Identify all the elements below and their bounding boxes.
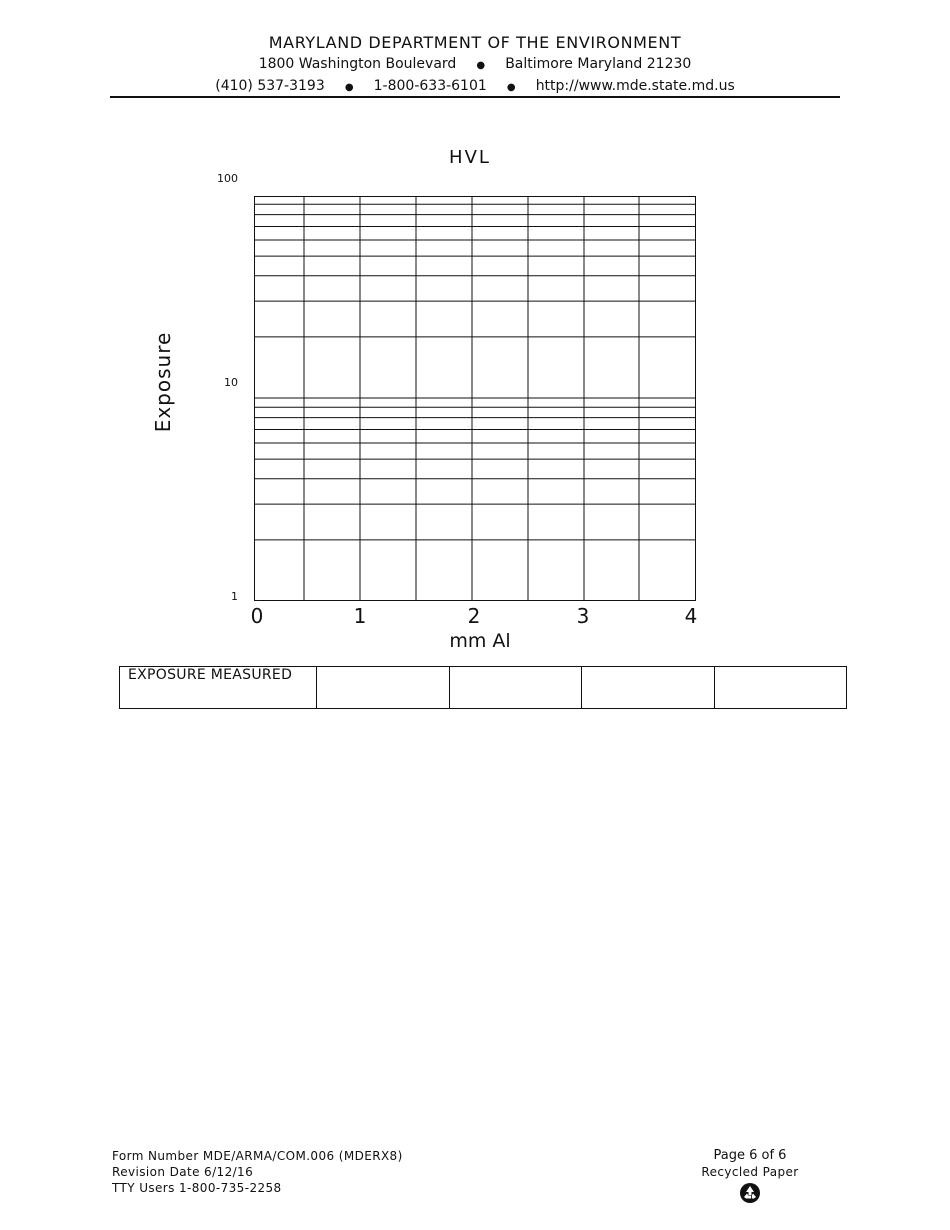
city-address: Baltimore Maryland 21230 (505, 56, 692, 72)
page-info (690, 1148, 810, 1204)
street-address: 1800 Washington Boulevard (258, 56, 457, 72)
measurement-cell[interactable] (449, 667, 582, 709)
form-number: Form Number MDE/ARMA/COM.006 (MDERX8) (112, 1149, 403, 1163)
x-tick-label: 1 (353, 604, 367, 628)
log-grid[interactable] (254, 196, 696, 601)
bullet-separator: ● (476, 60, 486, 71)
y-tick-label: 10 (224, 376, 238, 389)
x-tick-label: 2 (467, 604, 481, 628)
x-tick-label: 0 (250, 604, 264, 628)
tty-number: TTY Users 1-800-735-2258 (112, 1181, 282, 1195)
recycle-icon (739, 1182, 761, 1204)
letterhead (110, 32, 840, 98)
form-info (112, 1148, 403, 1196)
page-number: Page 6 of 6 (713, 1148, 787, 1163)
measurement-cell[interactable] (317, 667, 450, 709)
agency-name: MARYLAND DEPARTMENT OF THE ENVIRONMENT (268, 33, 682, 52)
measurement-cell[interactable] (714, 667, 847, 709)
x-axis-label: mm Al (449, 630, 511, 652)
contact-line (110, 76, 840, 98)
y-tick-label: 1 (231, 590, 238, 603)
x-tick-label: 3 (576, 604, 590, 628)
table-row (120, 667, 847, 709)
exposure-measured-label: EXPOSURE MEASURED (120, 667, 317, 709)
revision-date: Revision Date 6/12/16 (112, 1165, 254, 1179)
y-tick-label: 100 (217, 172, 238, 185)
tollfree-number: 1-800-633-6101 (373, 78, 487, 94)
chart-title: HVL (449, 147, 491, 168)
phone-number: (410) 537-3193 (215, 78, 325, 94)
header-rule (110, 96, 840, 98)
x-tick-label: 4 (684, 604, 698, 628)
measurement-cell[interactable] (582, 667, 715, 709)
bullet-separator: ● (344, 82, 354, 93)
bullet-separator: ● (506, 82, 516, 93)
exposure-measured-table (119, 666, 847, 709)
website-link[interactable]: http://www.mde.state.md.us (535, 78, 735, 94)
recycled-paper-note: Recycled Paper (701, 1165, 799, 1179)
y-axis-label: Exposure (151, 331, 175, 433)
address-line (110, 54, 840, 76)
